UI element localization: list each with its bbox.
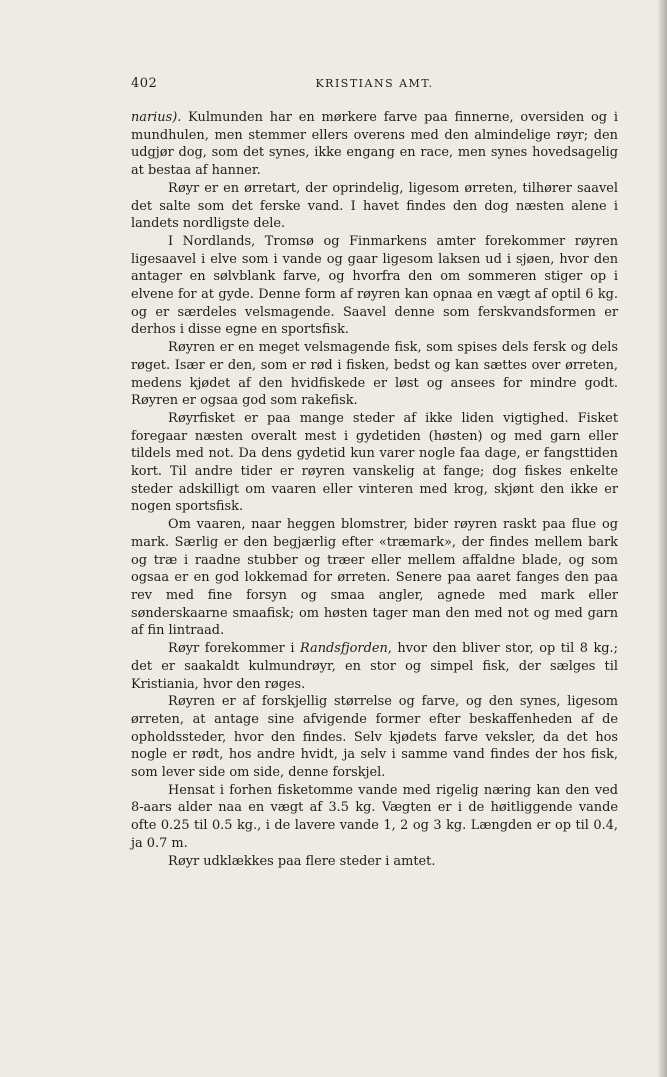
paragraph-7 bbox=[131, 640, 618, 693]
page-edge-shadow bbox=[657, 0, 667, 1077]
paragraph-9: Hensat i forhen fisketomme vande med rigelig næring kan den ved 8-aars alder naa en vægt af 3.5 kg. Vægten er i de høitliggende vande ofte 0.25 til 0.5 kg., i de lavere vande 1, 2 og 3 kg. Længden er op til 0.4, ja 0.7 m. bbox=[131, 782, 618, 851]
page-header bbox=[131, 76, 618, 94]
paragraph-1-text: Kulmunden har en mørkere farve paa finnerne, oversiden og i mundhulen, men stemmer ellers overens med den almindelige røyr; den udgjør dog, som det synes, ikke engang en race, men synes hovedsagelig at bestaa af hanner. bbox=[131, 110, 618, 179]
paragraph-3: I Nordlands, Tromsø og Finmarkens amter forekommer røyren ligesaavel i elve som i vande og gaar ligesom laksen ud i sjøen, hvor den antager en sølvblank farve, og hvorfra den om sommeren stiger op i elvene for at gyde. Denne form af røyren kan opnaa en vægt af optil 6 kg. og er særdeles velsmagende. Saavel denne som ferskvandsformen er derhos i disse egne en sportsfisk. bbox=[131, 233, 618, 338]
paragraph-6: Om vaaren, naar heggen blomstrer, bider røyren raskt paa flue og mark. Særlig er den begjærlig efter «træmark», der findes mellem bark og træ i raadne stubber og træer eller mellem affaldne blade, og som ogsaa er en god lokkemad for ørreten. Senere paa aaret fanges den paa rev med fine forsyn og smaa angler, agnede med mark eller sønderskaarne smaafisk; om høsten tager man den med not og med garn af fin lintraad. bbox=[131, 517, 618, 639]
paragraph-4: Røyren er en meget velsmagende fisk, som spises dels fersk og dels røget. Især er den, som er rød i fisken, bedst og kan sættes over ørreten, medens kjødet af den hvidfiskede er løst og ansees for mindre godt. Røyren er ogsaa god som rakefisk. bbox=[131, 340, 618, 409]
paragraph-5: Røyrfisket er paa mange steder af ikke liden vigtighed. Fisket foregaar næsten overalt mest i gydetiden (høsten) og med garn eller tildels med not. Da dens gydetid kun varer nogle faa dage, er fangsttiden kort. Til andre tider er røyren vanskelig at fange; dog fiskes enkelte steder adskilligt om vaaren eller vinteren med krog, skjønt den ikke er nogen sportsfisk. bbox=[131, 410, 618, 515]
paragraph-1 bbox=[131, 109, 618, 180]
paragraph-7-text-after: , hvor den bliver stor, op til 8 kg.; det er saakaldt kulmundrøyr, en stor og simpel fisk, der sælges til Kristiania, hvor den røges. bbox=[131, 641, 618, 692]
paragraph-8: Røyren er af forskjellig størrelse og farve, og den synes, ligesom ørreten, at antage sine afvigende former efter beskaffenheden af de opholdssteder, hvor den findes. Selv kjødets farve veksler, da det hos nogle er rødt, hos andre hvidt, ja selv i samme vand findes der hos fisk, som lever side om side, denne forskjel. bbox=[131, 694, 618, 781]
paragraph-2: Røyr er en ørretart, der oprindelig, ligesom ørreten, tilhører saavel det salte som det ferske vand. I havet findes den dog næsten alene i landets nordligste dele. bbox=[131, 180, 618, 232]
place-name-randsfjorden: Randsfjorden bbox=[300, 641, 388, 657]
paragraph-7-text-before: Røyr forekommer i bbox=[168, 641, 301, 657]
body-text bbox=[131, 109, 618, 870]
page-number: 402 bbox=[131, 76, 158, 91]
paragraph-10: Røyr udklækkes paa flere steder i amtet. bbox=[168, 853, 436, 869]
running-title: KRISTIANS AMT. bbox=[315, 77, 434, 90]
paragraph-1-lead-italic: narius). bbox=[131, 110, 182, 125]
